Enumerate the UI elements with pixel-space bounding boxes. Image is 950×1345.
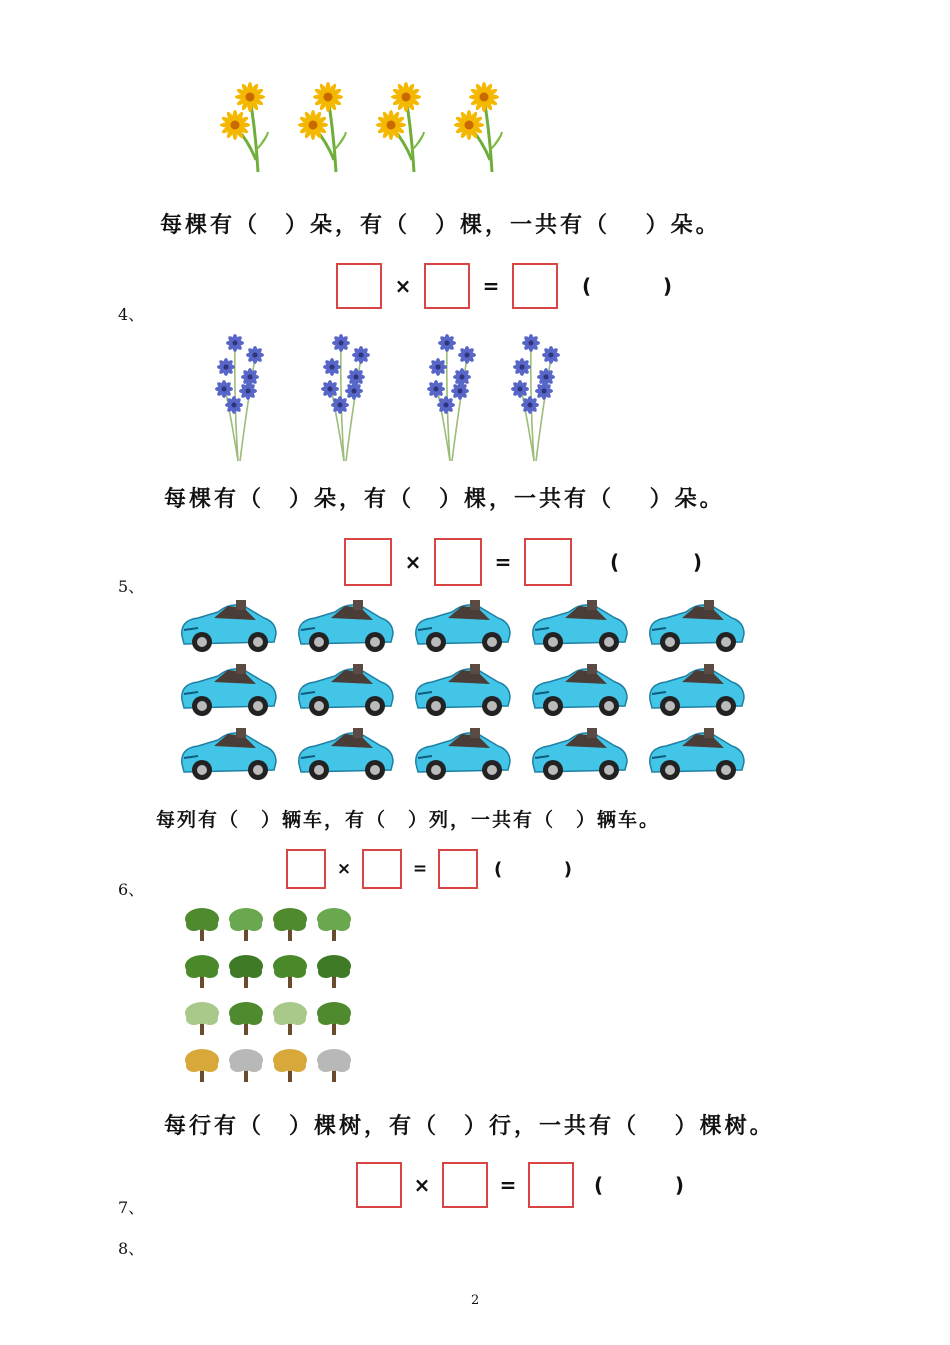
toy-car — [533, 600, 627, 652]
toy-car — [416, 728, 510, 780]
sunflower-illustration — [210, 80, 510, 180]
problem-3-equation — [336, 263, 672, 309]
problem-4-equation — [344, 538, 702, 586]
tree — [317, 1002, 351, 1035]
toy-car — [416, 664, 510, 716]
sunflower-stem — [220, 82, 268, 172]
toy-car — [182, 664, 276, 716]
problem-6-number: 6、 — [118, 880, 145, 899]
page-number: 2 — [471, 1293, 480, 1308]
problem-3-sentence: 每棵有（ ）朵，有（ ）棵，一共有（ ）朵。 — [160, 213, 721, 238]
problem-4-sentence: 每棵有（ ）朵，有（ ）棵，一共有（ ）朵。 — [164, 487, 725, 512]
factor-box-1[interactable] — [344, 538, 392, 586]
unit-blank[interactable]: ( ) — [582, 274, 672, 298]
tree — [317, 955, 351, 988]
sunflower-stem — [454, 82, 502, 172]
equals-sign: = — [499, 1173, 517, 1197]
toy-car — [299, 728, 393, 780]
factor-box-1[interactable] — [286, 849, 326, 889]
toy-car — [182, 600, 276, 652]
times-sign: × — [336, 859, 352, 879]
tree — [185, 1002, 219, 1035]
problem-5-sentence: 每列有（ ）辆车，有（ ）列，一共有（ ）辆车。 — [156, 809, 661, 831]
unit-blank[interactable]: ( ) — [610, 550, 702, 574]
times-sign: × — [404, 550, 422, 574]
equals-sign: = — [482, 274, 500, 298]
equals-sign: = — [494, 550, 512, 574]
tree — [273, 908, 307, 941]
toy-car-illustration — [178, 598, 758, 788]
tree — [273, 1002, 307, 1035]
toy-car — [416, 600, 510, 652]
problem-6-equation — [356, 1162, 684, 1208]
toy-car — [650, 664, 744, 716]
product-box[interactable] — [438, 849, 478, 889]
tree — [229, 955, 263, 988]
problem-5-number: 5、 — [118, 577, 145, 596]
factor-box-2[interactable] — [362, 849, 402, 889]
toy-car — [299, 600, 393, 652]
tree — [185, 955, 219, 988]
toy-car — [650, 728, 744, 780]
sunflower-stem — [298, 82, 346, 172]
tree — [317, 908, 351, 941]
product-box[interactable] — [528, 1162, 574, 1208]
cornflower-bunch — [511, 334, 560, 461]
tree — [185, 908, 219, 941]
toy-car — [650, 600, 744, 652]
problem-8-number: 8、 — [118, 1239, 145, 1258]
toy-car — [533, 664, 627, 716]
times-sign: × — [394, 274, 412, 298]
unit-blank[interactable]: ( ) — [594, 1173, 684, 1197]
toy-car — [533, 728, 627, 780]
product-box[interactable] — [524, 538, 572, 586]
factor-box-2[interactable] — [442, 1162, 488, 1208]
factor-box-2[interactable] — [434, 538, 482, 586]
problem-7-number: 7、 — [118, 1198, 145, 1217]
cornflower-bunch — [321, 334, 370, 461]
problem-4-number: 4、 — [118, 305, 145, 324]
tree — [273, 955, 307, 988]
cornflower-illustration — [210, 333, 580, 463]
tree — [229, 1049, 263, 1082]
unit-blank[interactable]: ( ) — [494, 858, 572, 880]
factor-box-2[interactable] — [424, 263, 470, 309]
tree — [229, 908, 263, 941]
tree — [229, 1002, 263, 1035]
equals-sign: = — [412, 859, 428, 879]
toy-car — [182, 728, 276, 780]
tree — [273, 1049, 307, 1082]
tree — [317, 1049, 351, 1082]
cornflower-bunch — [427, 334, 476, 461]
product-box[interactable] — [512, 263, 558, 309]
tree-illustration — [182, 905, 362, 1090]
sunflower-stem — [376, 82, 424, 172]
factor-box-1[interactable] — [336, 263, 382, 309]
toy-car — [299, 664, 393, 716]
times-sign: × — [413, 1173, 431, 1197]
problem-5-equation — [286, 849, 572, 889]
cornflower-bunch — [215, 334, 264, 461]
tree — [185, 1049, 219, 1082]
problem-6-sentence: 每行有（ ）棵树，有（ ）行，一共有（ ）棵树。 — [164, 1114, 775, 1139]
factor-box-1[interactable] — [356, 1162, 402, 1208]
